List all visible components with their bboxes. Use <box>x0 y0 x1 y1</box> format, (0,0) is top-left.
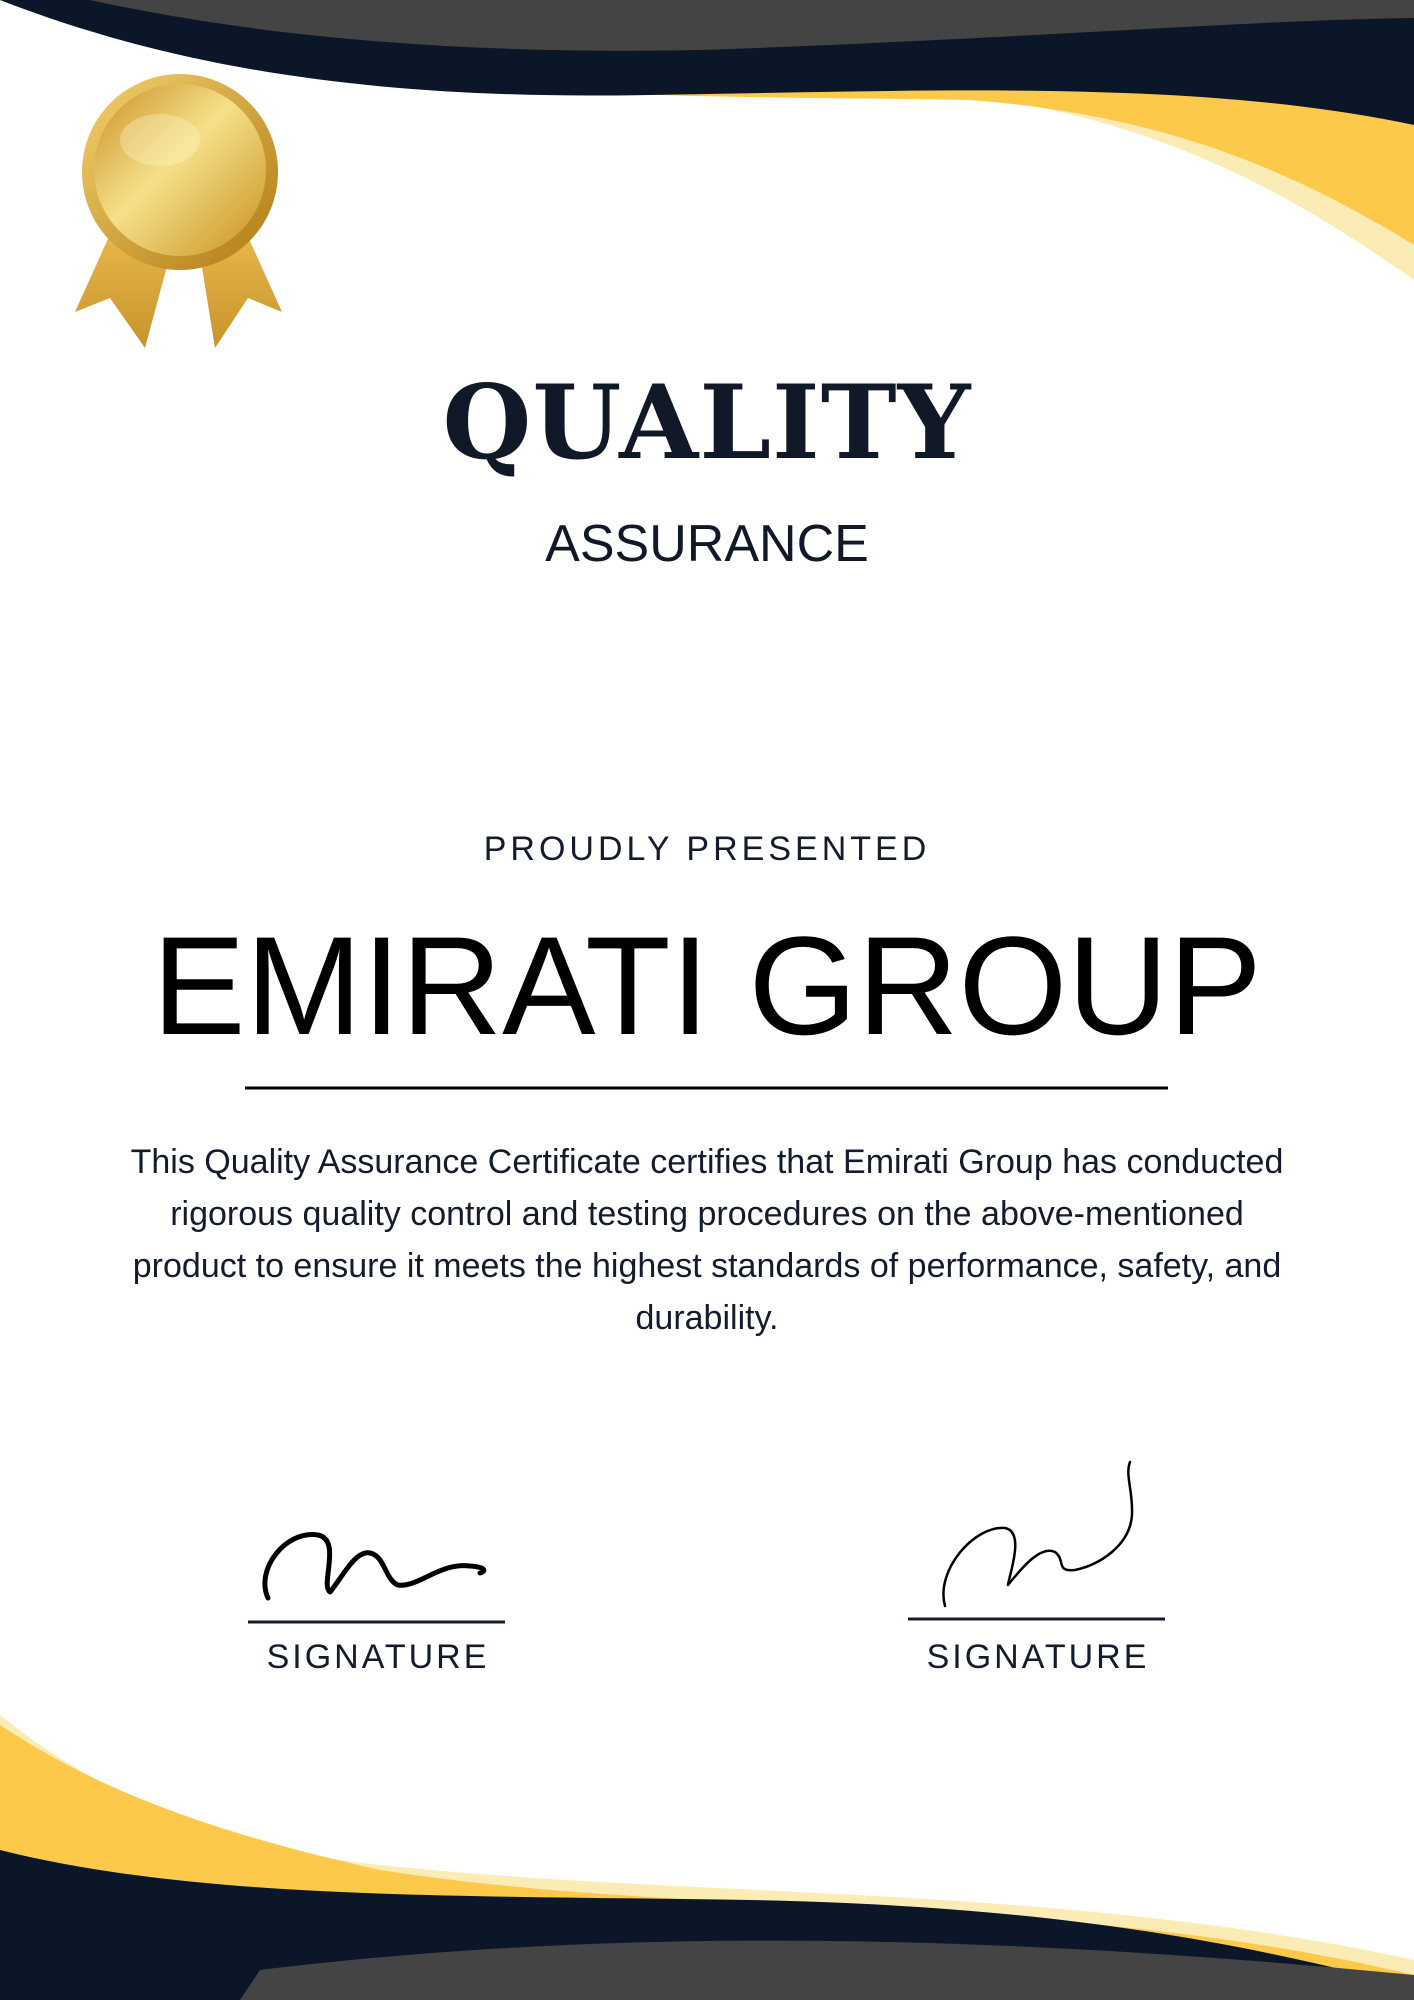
certificate-title: QUALITY <box>442 363 972 483</box>
certificate-subtitle: ASSURANCE <box>545 515 869 573</box>
presented-label: PROUDLY PRESENTED <box>483 830 931 868</box>
signature-label-right: SIGNATURE <box>926 1638 1150 1676</box>
signature-label-left: SIGNATURE <box>266 1638 490 1676</box>
certificate-body: This Quality Assurance Certificate certifies that Emirati Group has conducted rigorous quality control and testing procedures on the above-mentioned product to ensure it meets the highest standards of performance, safety, and durability. <box>130 1143 1284 1337</box>
recipient-name: EMIRATI GROUP <box>152 907 1262 1064</box>
